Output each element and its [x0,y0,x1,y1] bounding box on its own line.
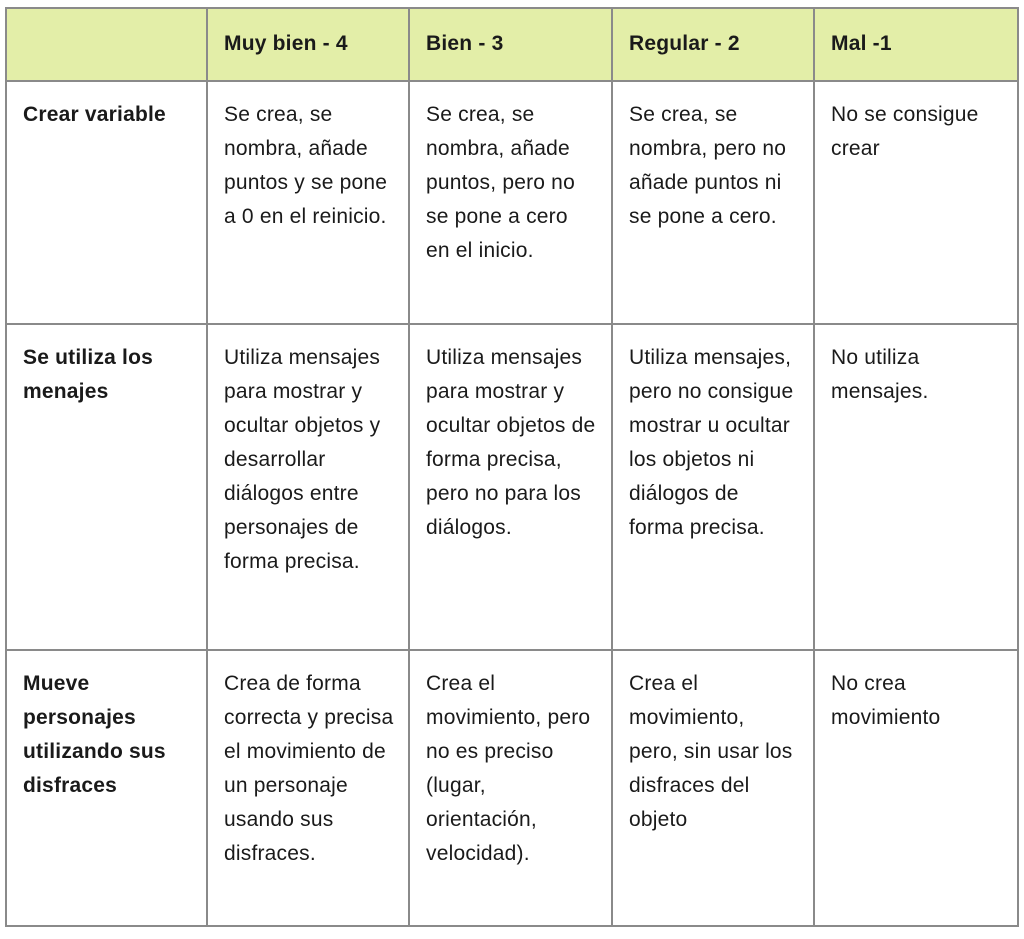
table-cell: Se crea, se nombra, añade puntos y se pone a 0 en el reinicio. [207,81,409,324]
header-row [6,8,1018,81]
criterion-mensajes: Se utiliza los menajes [6,324,207,650]
table-cell: No se consigue crear [814,81,1018,324]
header-level-muy-bien: Muy bien - 4 [207,8,409,81]
table-cell: No crea movimiento [814,650,1018,926]
table-cell: Utiliza mensajes, pero no consigue mostrar u ocultar los objetos ni diálogos de forma precisa. [612,324,814,650]
table-cell: Crea de forma correcta y precisa el movimiento de un personaje usando sus disfraces. [207,650,409,926]
table-cell: Utiliza mensajes para mostrar y ocultar objetos de forma precisa, pero no para los diálogos. [409,324,612,650]
header-level-bien: Bien - 3 [409,8,612,81]
table-row [6,81,1018,324]
criterion-crear-variable: Crear variable [6,81,207,324]
table-cell: Crea el movimiento, pero no es preciso (lugar, orientación, velocidad). [409,650,612,926]
table-row [6,324,1018,650]
table-cell: Se crea, se nombra, añade puntos, pero no se pone a cero en el inicio. [409,81,612,324]
rubric-header [6,8,1018,81]
table-cell: Se crea, se nombra, pero no añade puntos ni se pone a cero. [612,81,814,324]
table-cell: Crea el movimiento, pero, sin usar los disfraces del objeto [612,650,814,926]
header-corner-cell [6,8,207,81]
table-cell: Utiliza mensajes para mostrar y ocultar objetos y desarrollar diálogos entre personajes de forma precisa. [207,324,409,650]
rubric-body [6,81,1018,926]
header-level-regular: Regular - 2 [612,8,814,81]
criterion-mueve-personajes: Mueve personajes utilizando sus disfraces [6,650,207,926]
table-row [6,650,1018,926]
rubric-table [5,7,1019,927]
header-level-mal: Mal -1 [814,8,1018,81]
table-cell: No utiliza mensajes. [814,324,1018,650]
